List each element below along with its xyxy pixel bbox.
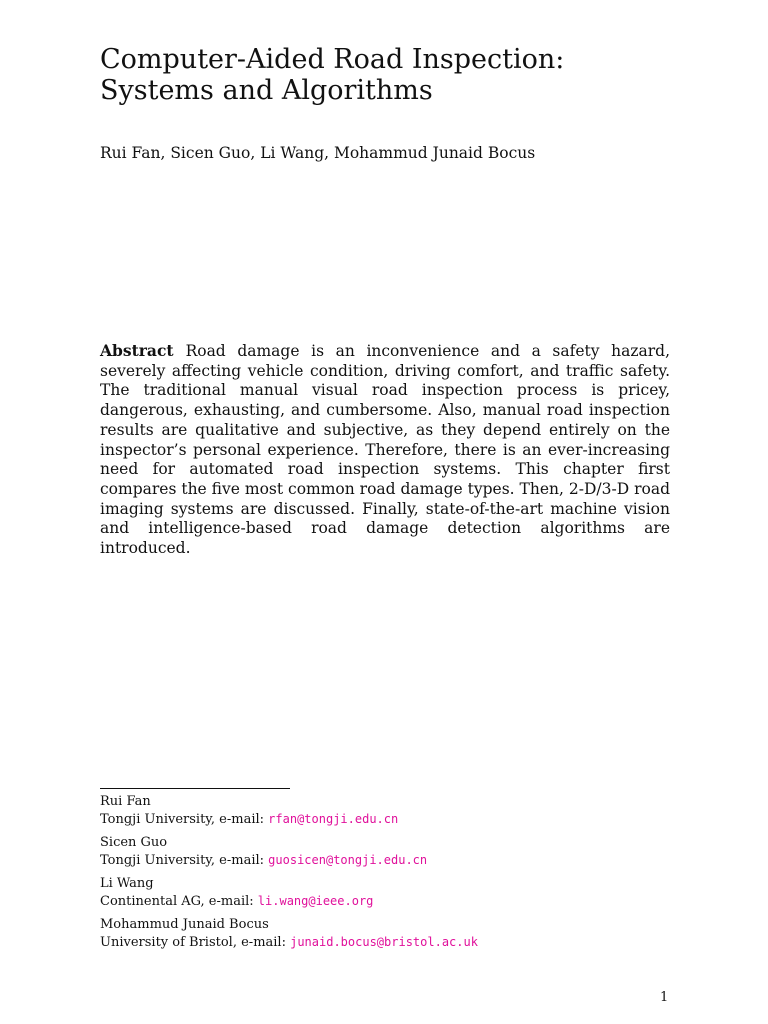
affiliation-name: Mohammud Junaid Bocus xyxy=(100,917,269,932)
affiliation-institution-line xyxy=(100,934,478,952)
paper-title-line-2: Systems and Algorithms xyxy=(100,75,433,106)
email-link[interactable]: junaid.bocus@bristol.ac.uk xyxy=(290,934,478,949)
affiliation-institution-line xyxy=(100,811,478,829)
abstract-text: Road damage is an inconvenience and a safety hazard, severely affecting vehicle condition, driving comfort, and traffic safety. The traditional manual visual road inspection process is pricey, dangerous, exhausting, and cumbersome. Also, manual road inspection results are qualitative and subjective, as they depend entirely on the inspector’s personal experience. Therefore, there is an ever-increasing need for automated road inspection systems. This chapter first compares the five most common road damage types. Then, 2-D/3-D road imaging systems are discussed. Finally, state-of-the-art machine vision and intelligence-based road damage detection algorithms are introduced. xyxy=(100,342,670,558)
affiliation-institution: University of Bristol, e-mail: xyxy=(100,934,291,950)
affiliation-institution: Continental AG, e-mail: xyxy=(100,893,258,909)
affiliation-institution: Tongji University, e-mail: xyxy=(100,811,269,827)
footnote-rule xyxy=(100,788,290,789)
affiliation-name: Rui Fan xyxy=(100,794,151,809)
affiliation-name: Li Wang xyxy=(100,876,154,891)
paper-title-line-1: Computer-Aided Road Inspection: xyxy=(100,44,565,75)
email-link[interactable]: guosicen@tongji.edu.cn xyxy=(268,852,428,867)
affiliation-item xyxy=(100,793,478,828)
paper-title xyxy=(100,44,700,106)
abstract-label: Abstract xyxy=(100,341,174,360)
affiliation-item xyxy=(100,834,478,869)
email-link[interactable]: li.wang@ieee.org xyxy=(257,893,374,908)
email-link[interactable]: rfan@tongji.edu.cn xyxy=(268,811,399,826)
abstract xyxy=(100,341,670,559)
page-number: 1 xyxy=(660,990,669,1005)
affiliation-name: Sicen Guo xyxy=(100,835,168,850)
affiliation-institution-line xyxy=(100,893,478,911)
affiliation-institution: Tongji University, e-mail: xyxy=(100,852,269,868)
affiliation-footnotes xyxy=(100,793,478,957)
affiliation-item xyxy=(100,875,478,910)
affiliation-item xyxy=(100,916,478,951)
author-list: Rui Fan, Sicen Guo, Li Wang, Mohammud Junaid Bocus xyxy=(100,144,536,162)
affiliation-institution-line xyxy=(100,852,478,870)
